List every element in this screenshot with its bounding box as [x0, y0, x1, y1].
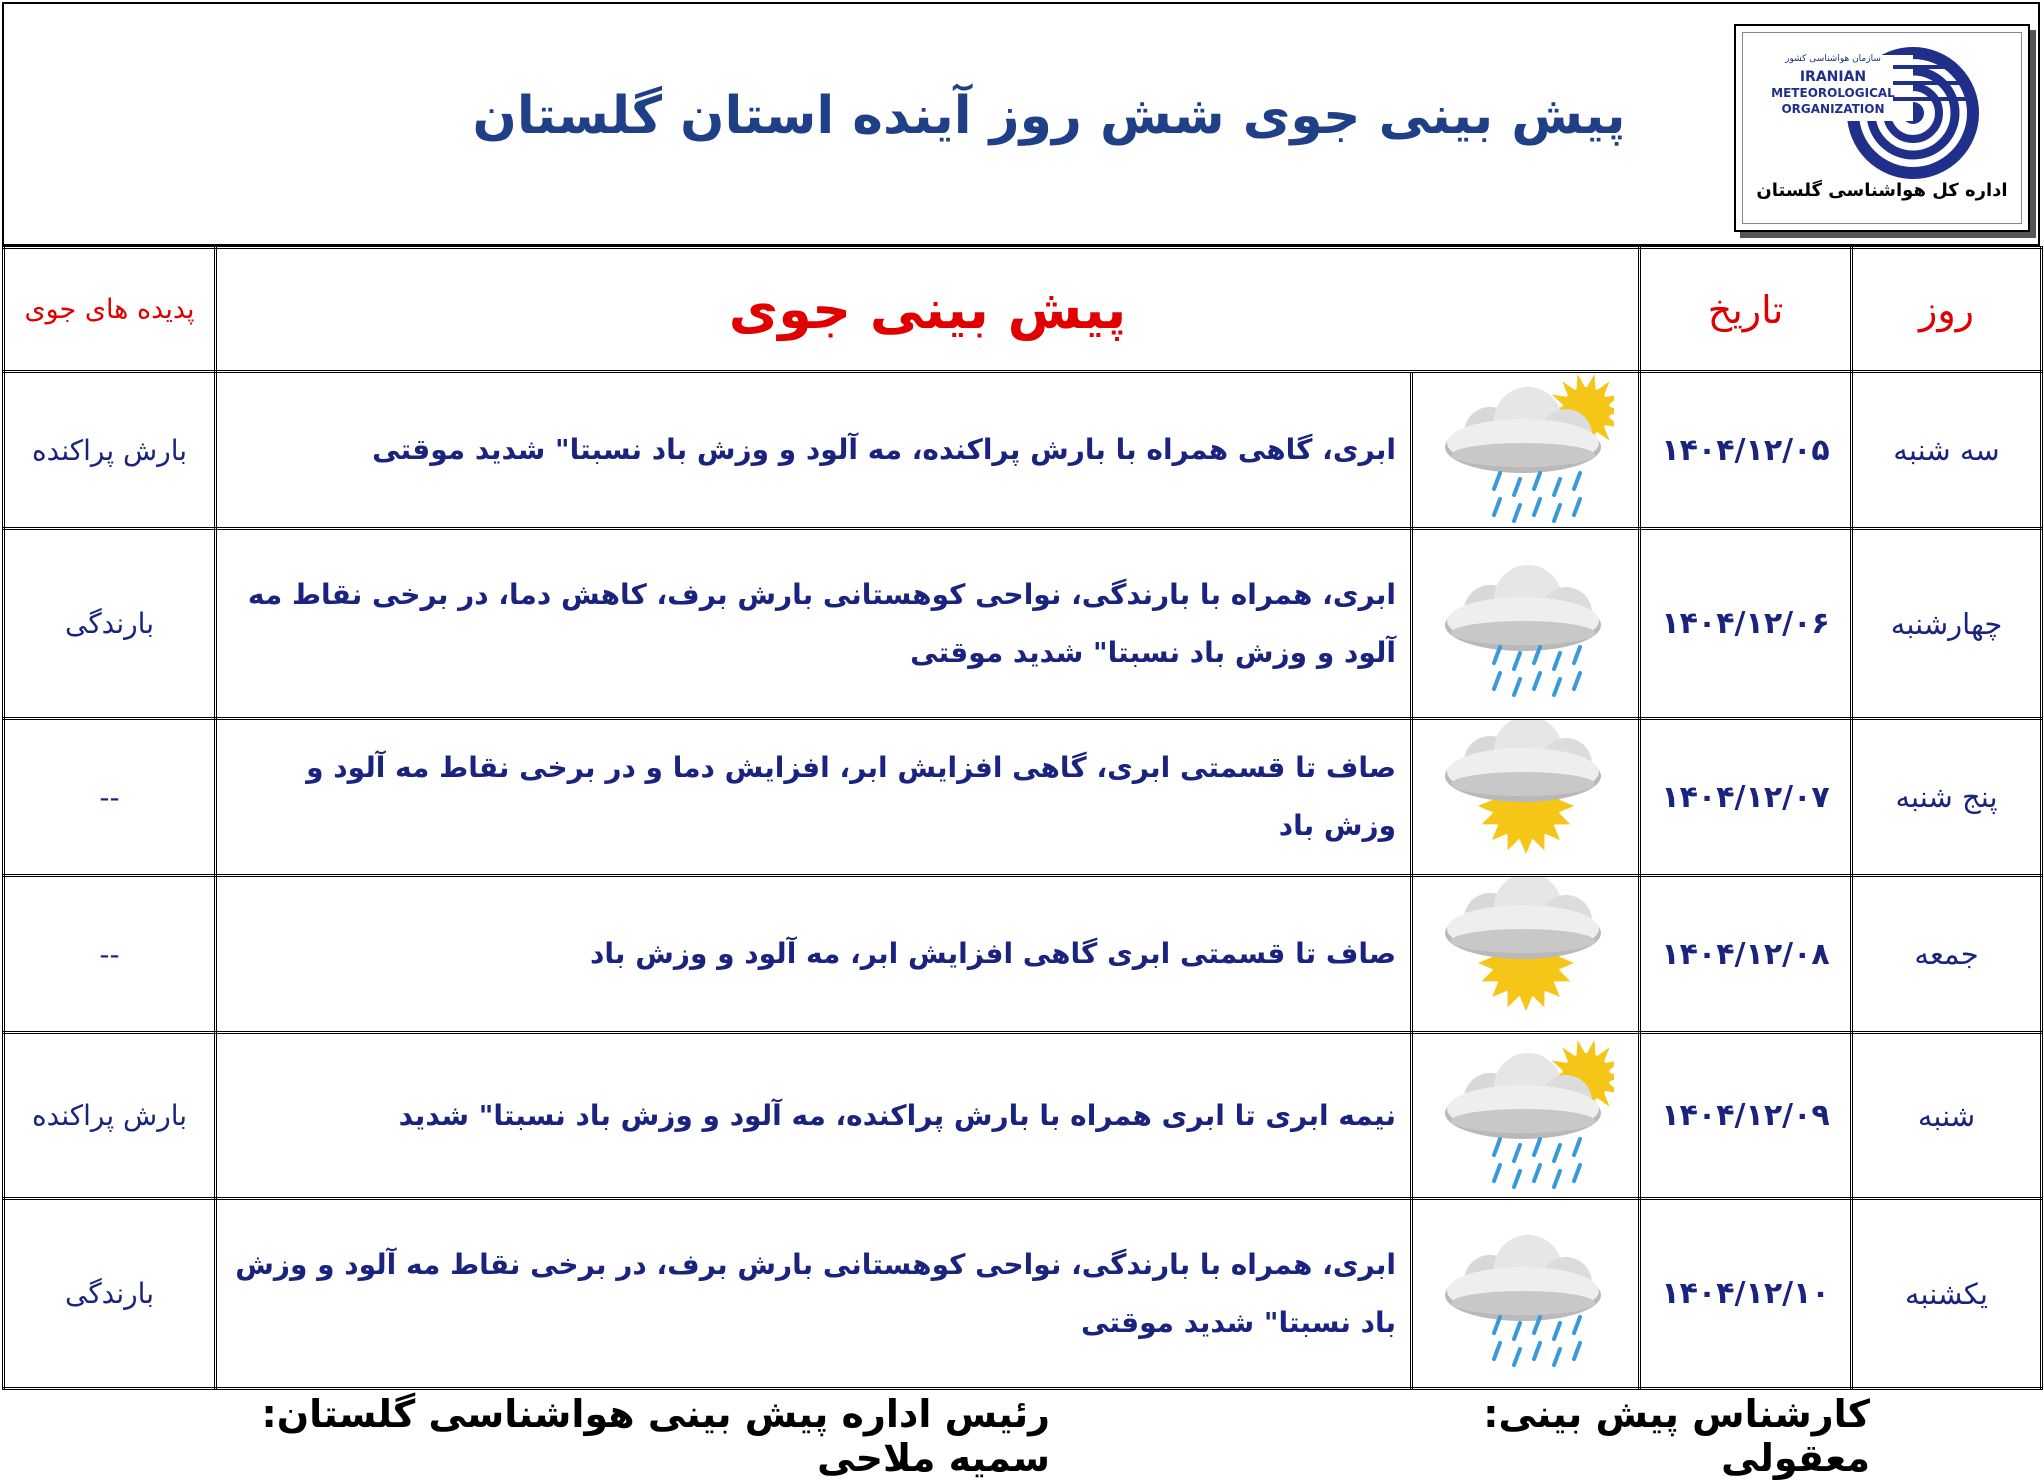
sun-behind-cloud-icon	[1438, 1012, 1614, 1031]
partly-sunny-rain-icon	[1438, 508, 1614, 527]
department-head-signature: رئیس اداره پیش بینی هواشناسی گلستان: سمیه ملاحی	[261, 1392, 1050, 1480]
phenomena-cell: --	[4, 876, 216, 1033]
logo	[1734, 24, 2030, 232]
table-row	[4, 1033, 2042, 1199]
day-cell: یکشنبه	[1852, 1199, 2042, 1389]
phenomena-cell: بارندگی	[4, 1199, 216, 1389]
logo-frame	[1742, 32, 2022, 224]
forecast-description: ابری، گاهی همراه با بارش پراکنده، مه آلود و وزش باد نسبتا" شدید موقتی	[216, 372, 1412, 529]
table-row	[4, 372, 2042, 529]
cloud-rain-icon	[1438, 682, 1614, 701]
page-title: پیش بینی جوی شش روز آینده استان گلستان	[472, 86, 1626, 146]
cloud-rain-icon	[1438, 1352, 1614, 1371]
logo-caption: اداره کل هواشناسی گلستان	[1756, 180, 2008, 201]
svg-text:METEOROLOGICAL: METEOROLOGICAL	[1771, 86, 1895, 100]
weather-icon-cell	[1412, 876, 1640, 1033]
meteorological-organization-logo-icon	[1743, 33, 2021, 183]
header-date: تاریخ	[1640, 248, 1852, 372]
date-cell: ۱۴۰۴/۱۲/۰۸	[1640, 876, 1852, 1033]
forecast-description: ابری، همراه با بارندگی، نواحی کوهستانی بارش برف، در برخی نقاط مه آلود و وزش باد نسبتا" شدید موقتی	[216, 1199, 1412, 1389]
sun-behind-cloud-icon	[1438, 855, 1614, 874]
phenomena-cell: بارندگی	[4, 529, 216, 719]
date-cell: ۱۴۰۴/۱۲/۰۵	[1640, 372, 1852, 529]
weather-icon-cell	[1412, 719, 1640, 876]
date-cell: ۱۴۰۴/۱۲/۰۶	[1640, 529, 1852, 719]
forecast-description: صاف تا قسمتی ابری، گاهی افزایش ابر، افزایش دما و در برخی نقاط مه آلود و وزش باد	[216, 719, 1412, 876]
date-cell: ۱۴۰۴/۱۲/۰۹	[1640, 1033, 1852, 1199]
svg-text:ORGANIZATION: ORGANIZATION	[1781, 102, 1885, 116]
date-cell: ۱۴۰۴/۱۲/۰۷	[1640, 719, 1852, 876]
table-row	[4, 876, 2042, 1033]
weather-icon-cell	[1412, 1033, 1640, 1199]
day-cell: شنبه	[1852, 1033, 2042, 1199]
forecast-description: نیمه ابری تا ابری همراه با بارش پراکنده، مه آلود و وزش باد نسبتا" شدید	[216, 1033, 1412, 1199]
table-row	[4, 529, 2042, 719]
svg-text:سازمان هواشناسی کشور: سازمان هواشناسی کشور	[1785, 54, 1881, 64]
header-day: روز	[1852, 248, 2042, 372]
forecaster-signature: کارشناس پیش بینی: معقولی	[1483, 1392, 1870, 1480]
svg-text:IRANIAN: IRANIAN	[1799, 69, 1867, 85]
forecast-table	[2, 246, 2043, 1390]
weather-icon-cell	[1412, 529, 1640, 719]
day-cell: جمعه	[1852, 876, 2042, 1033]
phenomena-cell: بارش پراکنده	[4, 372, 216, 529]
header-forecast: پیش بینی جوی	[216, 248, 1640, 372]
header-phenomena: پدیده های جوی	[4, 248, 216, 372]
date-cell: ۱۴۰۴/۱۲/۱۰	[1640, 1199, 1852, 1389]
table-row	[4, 719, 2042, 876]
partly-sunny-rain-icon	[1438, 1174, 1614, 1193]
forecast-description: ابری، همراه با بارندگی، نواحی کوهستانی بارش برف، کاهش دما، در برخی نقاط مه آلود و وزش باد نسبتا" شدید موقتی	[216, 529, 1412, 719]
table-header-row	[4, 248, 2042, 372]
phenomena-cell: بارش پراکنده	[4, 1033, 216, 1199]
table-row	[4, 1199, 2042, 1389]
day-cell: پنج شنبه	[1852, 719, 2042, 876]
weather-icon-cell	[1412, 372, 1640, 529]
weather-icon-cell	[1412, 1199, 1640, 1389]
header-box	[2, 2, 2040, 246]
phenomena-cell: --	[4, 719, 216, 876]
forecast-description: صاف تا قسمتی ابری گاهی افزایش ابر، مه آلود و وزش باد	[216, 876, 1412, 1033]
day-cell: چهارشنبه	[1852, 529, 2042, 719]
day-cell: سه شنبه	[1852, 372, 2042, 529]
